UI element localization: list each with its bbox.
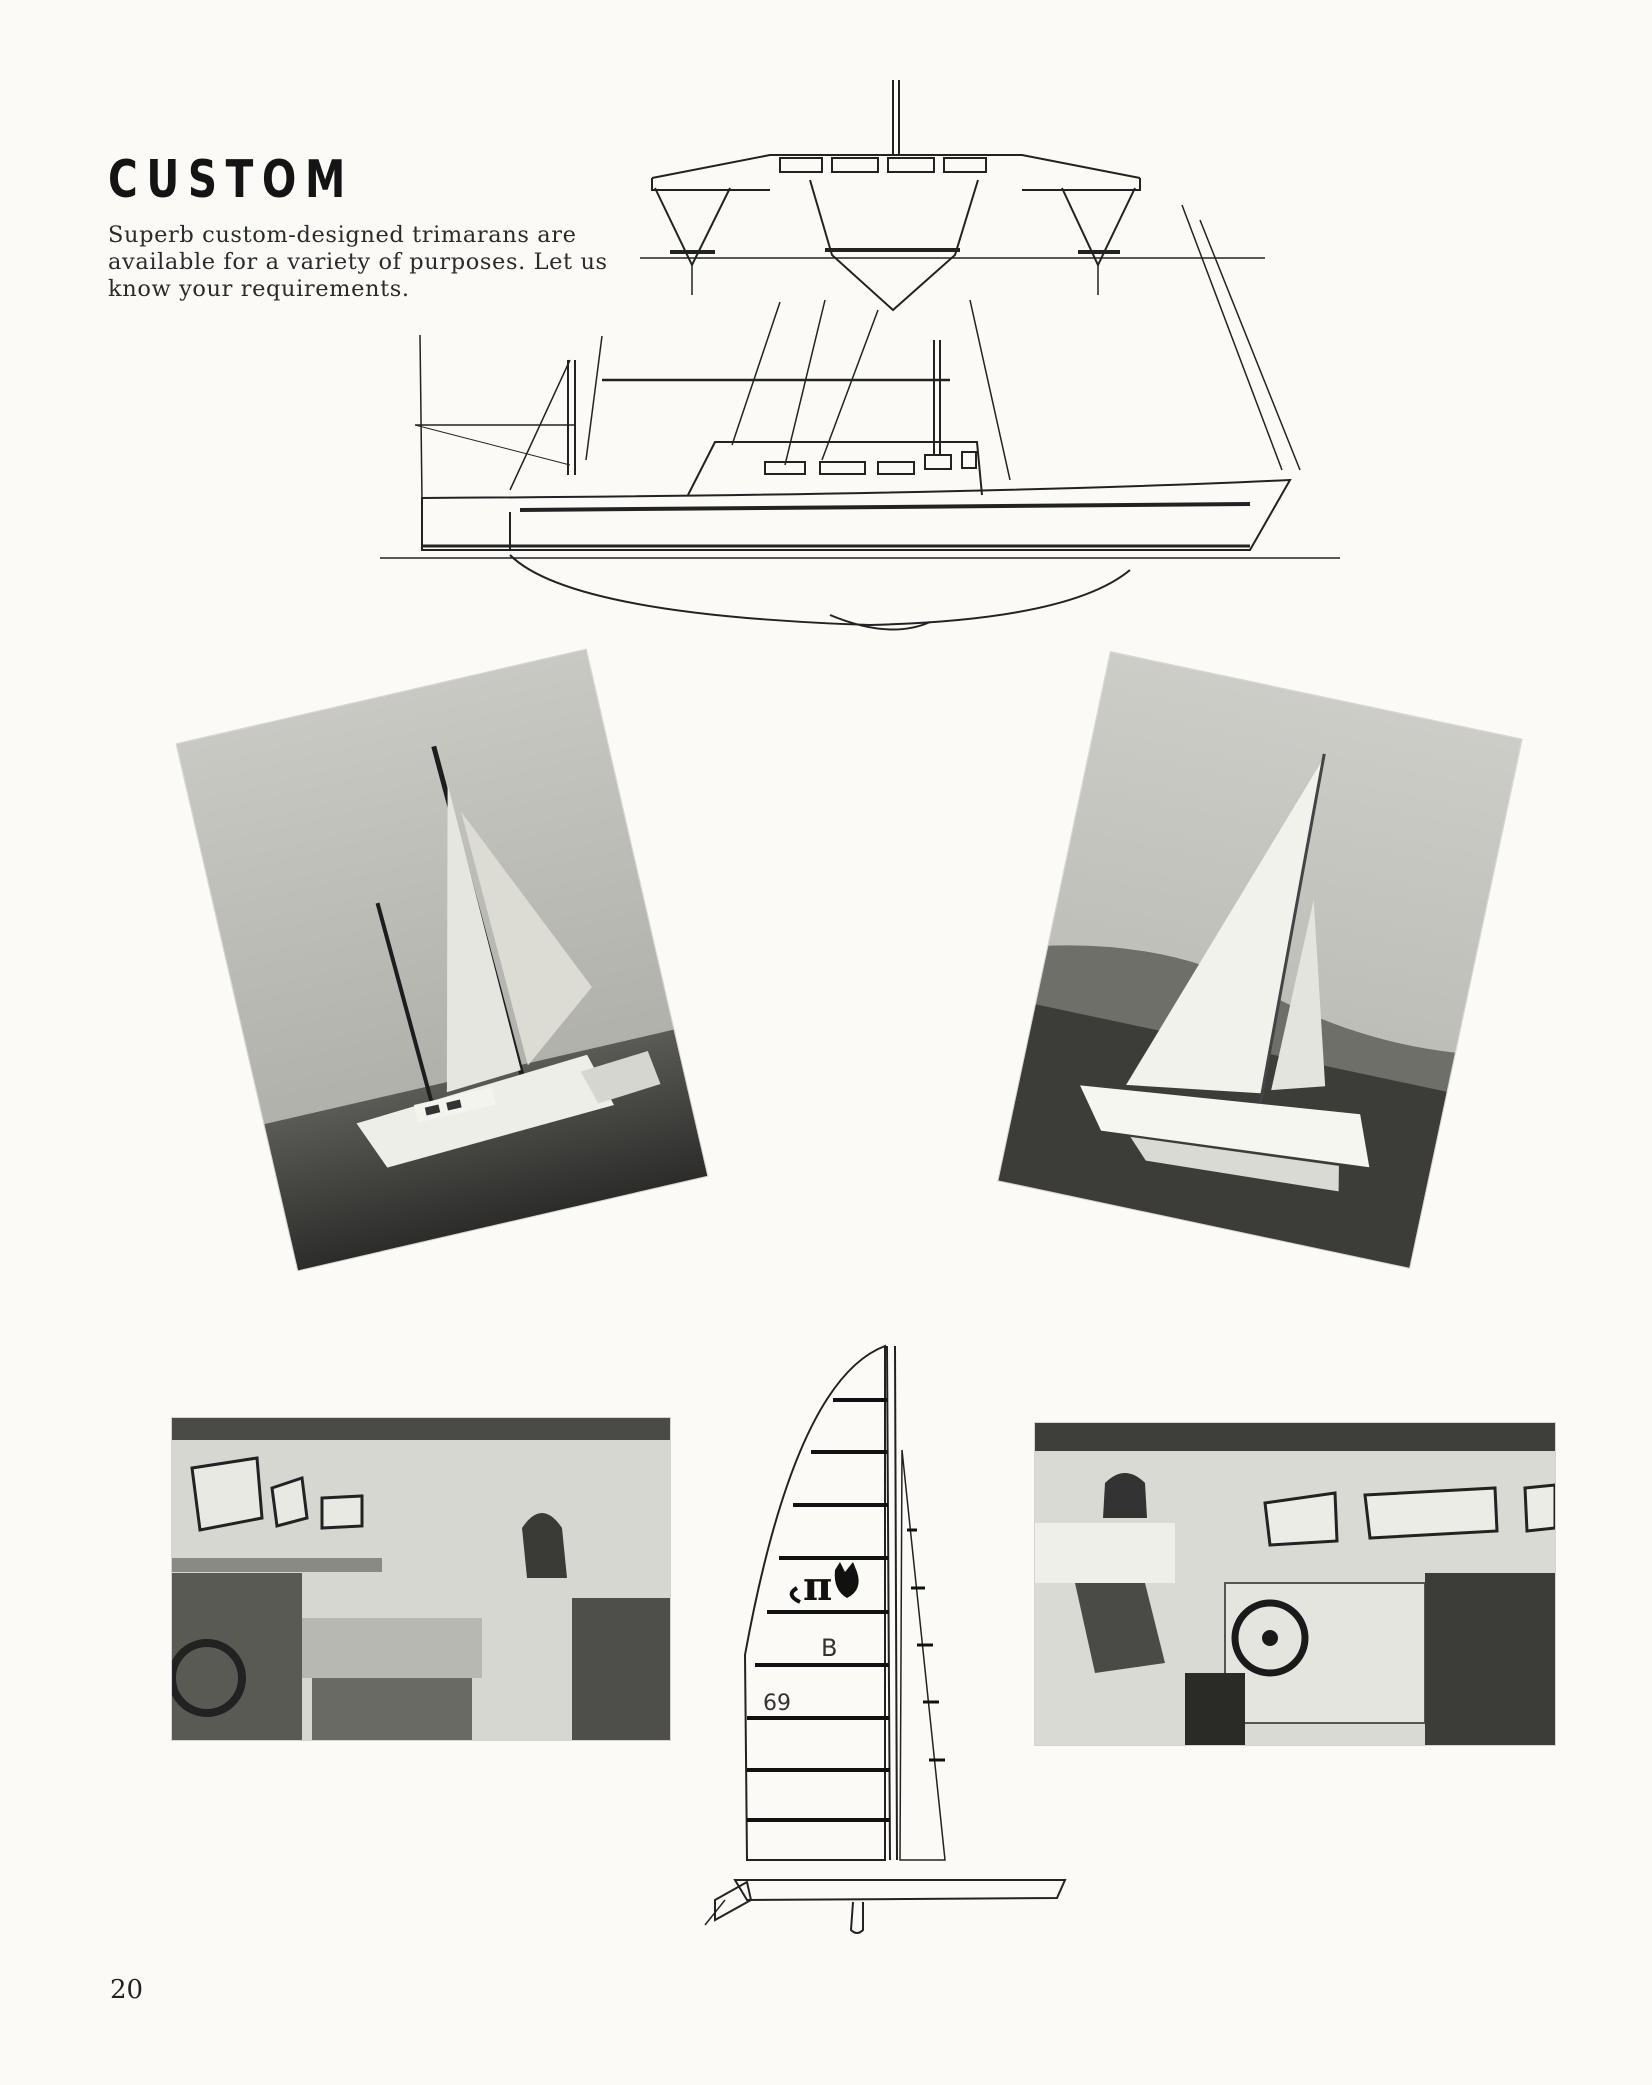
sail-class-letter: B (821, 1634, 838, 1662)
trimaran-line-drawing (370, 70, 1350, 630)
photo-trimaran-sailing-right (998, 652, 1521, 1268)
sail-insignia-icon (792, 1562, 859, 1610)
photo-cabin-interior-left (172, 1418, 670, 1740)
page-heading: CUSTOM (108, 150, 354, 210)
sail-plan-drawing (685, 1340, 1075, 1940)
intro-paragraph: Superb custom-designed trimarans are available for a variety of purposes. Let us know your requirements. (108, 222, 608, 302)
sail-number: 69 (763, 1691, 791, 1716)
page-number: 20 (110, 1975, 144, 2005)
svg-text:π: π (803, 1563, 833, 1610)
photo-trimaran-sailing-left (177, 650, 708, 1271)
photo-cabin-interior-right (1035, 1423, 1555, 1745)
